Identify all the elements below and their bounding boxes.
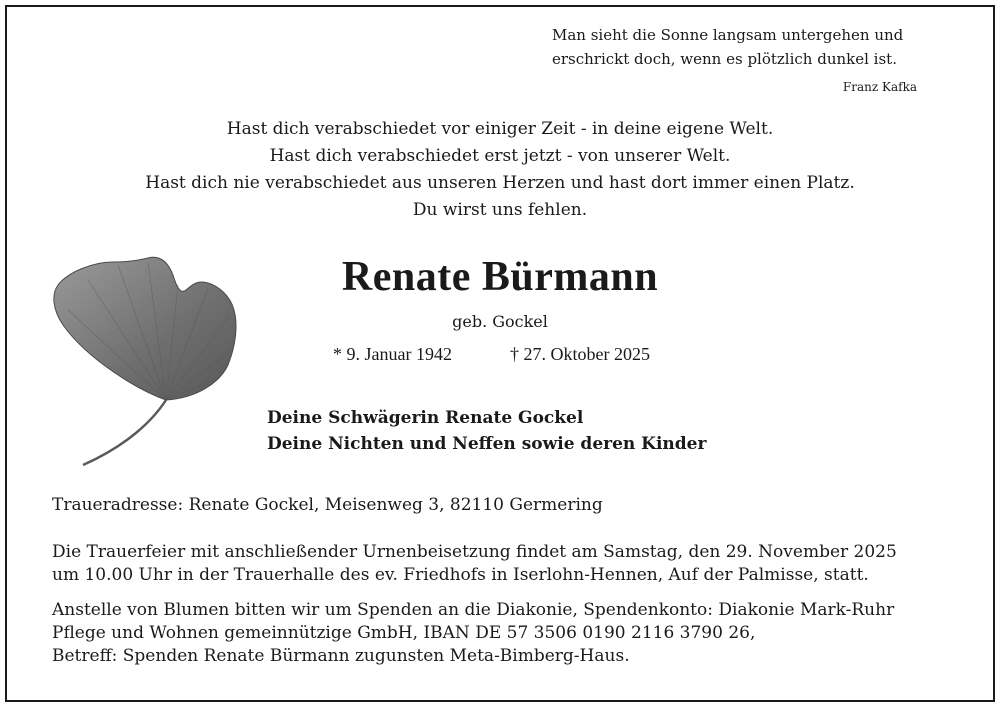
poem-line: Du wirst uns fehlen. — [412, 200, 588, 220]
funeral-line: Die Trauerfeier mit anschließender Urnenbeisetzung findet am Samstag, den 29. November 2025 — [52, 542, 897, 562]
funeral-line: um 10.00 Uhr in der Trauerhalle des ev. Friedhofs in Iserlohn-Hennen, Auf der Palmisse, statt. — [52, 565, 869, 585]
mourners-list — [267, 405, 706, 457]
quote-author: Franz Kafka — [842, 80, 917, 94]
poem-line: Hast dich nie verabschiedet aus unseren Herzen und hast dort immer einen Platz. — [145, 173, 855, 193]
mourning-address: Traueradresse: Renate Gockel, Meisenweg 3, 82110 Germering — [52, 495, 603, 515]
quote-line: Man sieht die Sonne langsam untergehen und — [552, 26, 904, 44]
donation-request — [52, 599, 972, 668]
death-date: † 27. Oktober 2025 — [510, 344, 650, 364]
donation-line: Betreff: Spenden Renate Bürmann zugunsten Meta-Bimberg-Haus. — [52, 646, 630, 666]
birth-date: * 9. Januar 1942 — [333, 344, 452, 364]
mourner-line: Deine Schwägerin Renate Gockel — [267, 408, 584, 428]
funeral-details — [52, 541, 972, 587]
quote-line: erschrickt doch, wenn es plötzlich dunkel ist. — [552, 50, 897, 68]
maiden-name: geb. Gockel — [452, 312, 548, 331]
deceased-name: Renate Bürmann — [341, 254, 659, 300]
donation-line: Pflege und Wohnen gemeinnützige GmbH, IBAN DE 57 3506 0190 2116 3790 26, — [52, 623, 756, 643]
farewell-poem — [0, 116, 1000, 224]
poem-line: Hast dich verabschiedet vor einiger Zeit - in deine eigene Welt. — [226, 119, 774, 139]
kafka-quote — [552, 23, 932, 71]
poem-line: Hast dich verabschiedet erst jetzt - von unserer Welt. — [269, 146, 731, 166]
mourner-line: Deine Nichten und Neffen sowie deren Kinder — [267, 434, 707, 454]
donation-line: Anstelle von Blumen bitten wir um Spenden an die Diakonie, Spendenkonto: Diakonie Mark-Ruhr — [52, 600, 895, 620]
